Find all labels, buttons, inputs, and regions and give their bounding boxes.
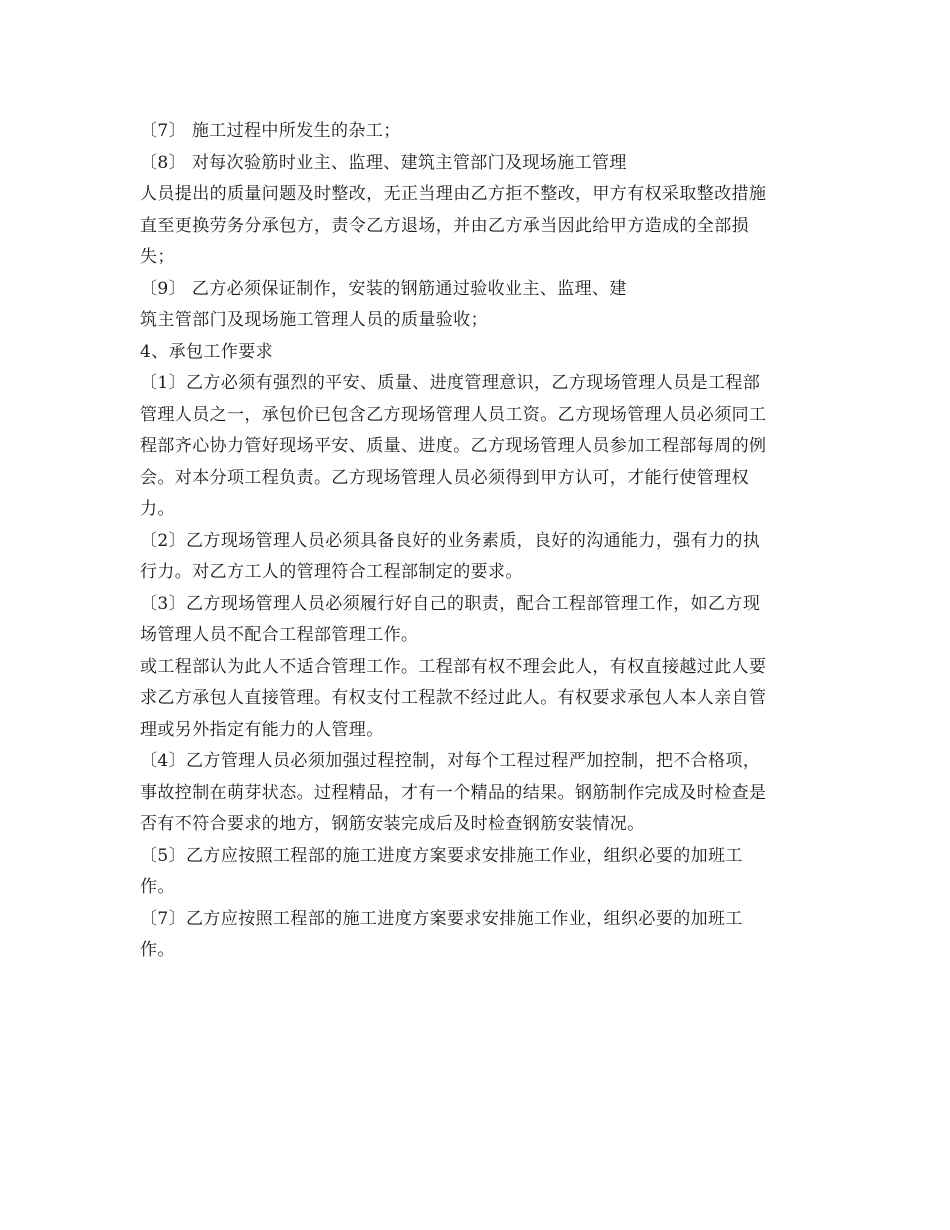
text-line: 作。 bbox=[140, 877, 175, 897]
text-line: 力。 bbox=[140, 499, 175, 519]
text-line: 会。对本分项工程负责。乙方现场管理人员必须得到甲方认可，才能行使管理权 bbox=[140, 467, 749, 488]
text-line: 〔4〕乙方管理人员必须加强过程控制，对每个工程过程严加控制，把不合格项， bbox=[140, 751, 761, 771]
text-line: 管理人员之一，承包价已包含乙方现场管理人员工资。乙方现场管理人员必须同工 bbox=[140, 404, 767, 425]
document-body bbox=[140, 116, 820, 967]
text-line: 〔3〕乙方现场管理人员必须履行好自己的职责，配合工程部管理工作，如乙方现 bbox=[140, 593, 761, 614]
text-line: 场管理人员不配合工程部管理工作。 bbox=[140, 625, 419, 645]
text-line: 否有不符合要求的地方，钢筋安装完成后及时检查钢筋安装情况。 bbox=[140, 814, 645, 834]
text-line: 〔9〕 乙方必须保证制作，安装的钢筋通过验收业主、监理、建 bbox=[140, 278, 627, 299]
text-line: 筑主管部门及现场施工管理人员的质量验收； bbox=[140, 310, 488, 330]
text-line: 失； bbox=[140, 247, 175, 267]
text-line: 作。 bbox=[140, 940, 175, 960]
text-line: 〔7〕乙方应按照工程部的施工进度方案要求安排施工作业，组织必要的加班工 bbox=[140, 908, 743, 929]
text-line: 〔2〕乙方现场管理人员必须具备良好的业务素质，良好的沟通能力，强有力的执 bbox=[140, 530, 761, 551]
text-line: 〔8〕 对每次验筋时业主、监理、建筑主管部门及现场施工管理 bbox=[140, 152, 627, 173]
text-line: 人员提出的质量问题及时整改，无正当理由乙方拒不整改，甲方有权采取整改措施 bbox=[140, 184, 767, 204]
text-line: 〔5〕乙方应按照工程部的施工进度方案要求安排施工作业，组织必要的加班工 bbox=[140, 845, 743, 866]
text-line: 事故控制在萌芽状态。过程精品，才有一个精品的结果。钢筋制作完成及时检查是 bbox=[140, 782, 767, 803]
text-line: 程部齐心协力管好现场平安、质量、进度。乙方现场管理人员参加工程部每周的例 bbox=[140, 436, 767, 456]
text-line: 直至更换劳务分承包方，责令乙方退场，并由乙方承当因此给甲方造成的全部损 bbox=[140, 215, 749, 236]
text-line: 或工程部认为此人不适合管理工作。工程部有权不理会此人，有权直接越过此人要 bbox=[140, 656, 767, 677]
text-line: 求乙方承包人直接管理。有权支付工程款不经过此人。有权要求承包人本人亲自管 bbox=[140, 688, 767, 708]
text-line: 〔7〕 施工过程中所发生的杂工； bbox=[140, 121, 401, 141]
section-heading: 4、承包工作要求 bbox=[140, 341, 274, 362]
text-line: 行力。对乙方工人的管理符合工程部制定的要求。 bbox=[140, 562, 523, 582]
text-line: 理或另外指定有能力的人管理。 bbox=[140, 719, 384, 740]
text-line: 〔1〕乙方必须有强烈的平安、质量、进度管理意识，乙方现场管理人员是工程部 bbox=[140, 373, 761, 393]
